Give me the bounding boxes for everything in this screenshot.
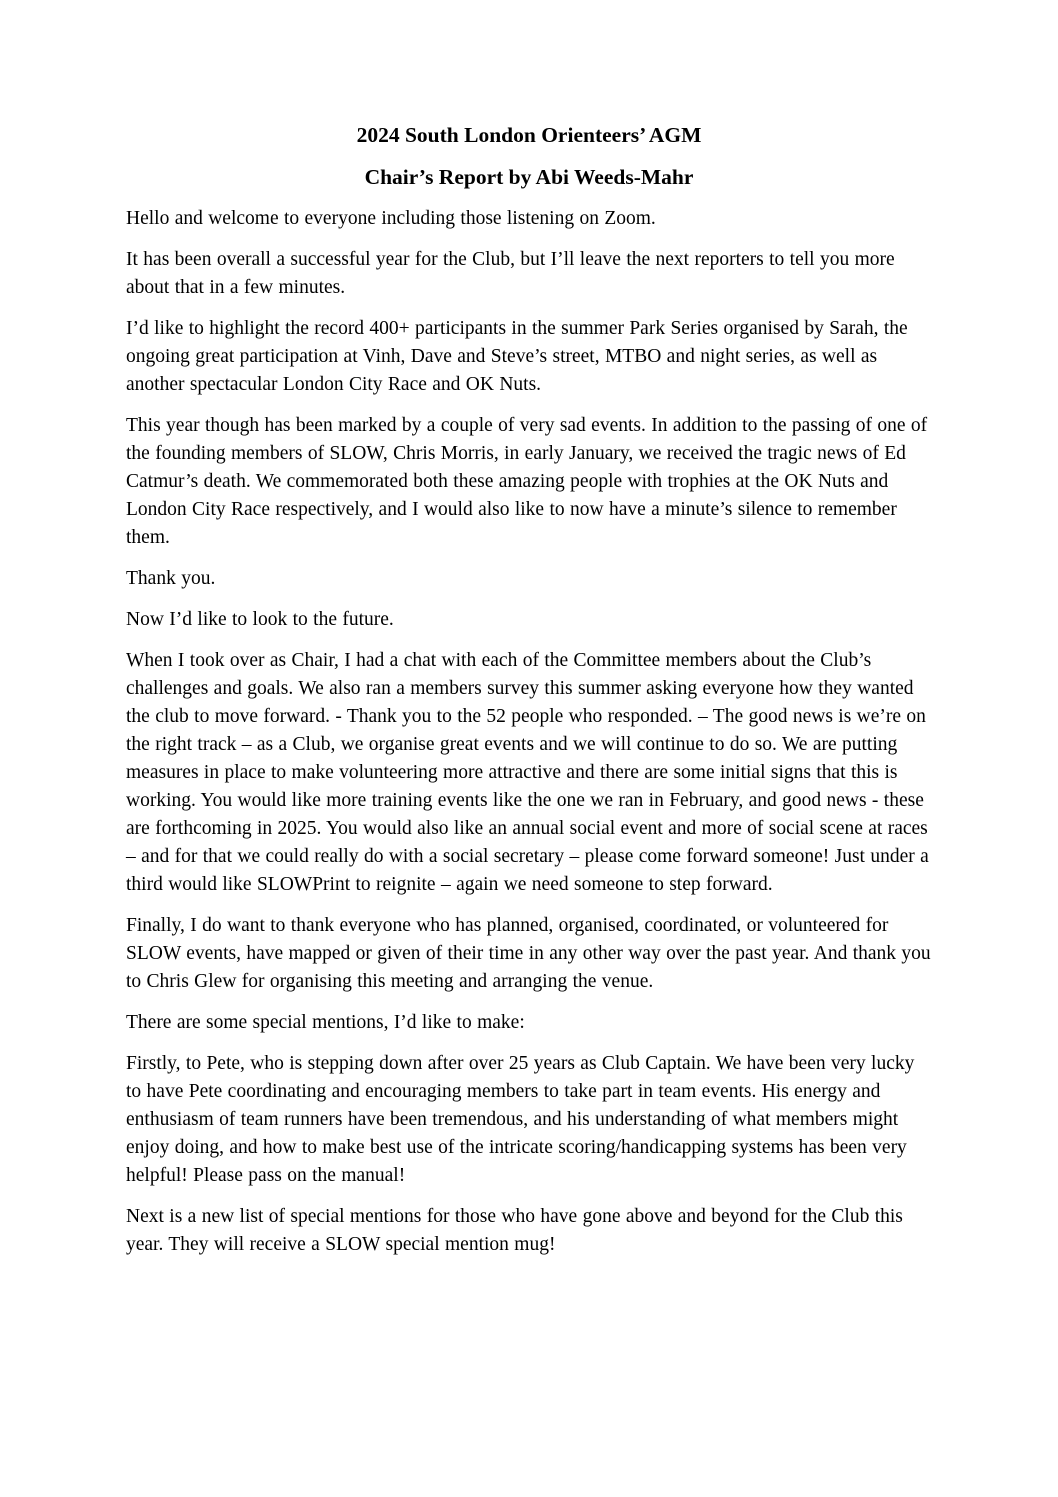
paragraph: Finally, I do want to thank everyone who has planned, organised, coordinated, or volunteered for SLOW events, have mapped or given of their time in any other way over the past year. And thank you to Chris Glew for organising this meeting and arranging the venue. bbox=[126, 915, 931, 992]
paragraph: I’d like to highlight the record 400+ participants in the summer Park Series organised by Sarah, the ongoing great participation at Vinh, Dave and Steve’s street, MTBO and night series, as well as another spectacular London City Race and OK Nuts. bbox=[126, 318, 908, 395]
paragraph: This year though has been marked by a couple of very sad events. In addition to the passing of one of the founding members of SLOW, Chris Morris, in early January, we received the tragic news of Ed Catmur’s death. We commemorated both these amazing people with trophies at the OK Nuts and London City Race respectively, and I would also like to now have a minute’s silence to remember them. bbox=[126, 415, 928, 548]
paragraph: Thank you. bbox=[126, 568, 216, 589]
paragraph: Now I’d like to look to the future. bbox=[126, 609, 394, 630]
paragraph: Hello and welcome to everyone including those listening on Zoom. bbox=[126, 208, 656, 229]
document-body bbox=[126, 205, 932, 1259]
paragraph: When I took over as Chair, I had a chat with each of the Committee members about the Club’s challenges and goals. We also ran a members survey this summer asking everyone how they wanted the club to move forward. - Thank you to the 52 people who responded. – The good news is we’re on the right track – as a Club, we organise great events and we will continue to do so. We are putting measures in place to make volunteering more attractive and there are some initial signs that this is working. You would like more training events like the one we ran in February, and good news - these are forthcoming in 2025. You would also like an annual social event and more of social scene at races – and for that we could really do with a social secretary – please come forward someone! Just under a third would like SLOWPrint to reignite – again we need someone to step forward. bbox=[126, 650, 929, 895]
document-subtitle: Chair’s Report by Abi Weeds-Mahr bbox=[364, 165, 694, 189]
paragraph: There are some special mentions, I’d like to make: bbox=[126, 1012, 525, 1033]
paragraph: Firstly, to Pete, who is stepping down after over 25 years as Club Captain. We have been very lucky to have Pete coordinating and encouraging members to take part in team events. His energy and enthusiasm of team runners have been tremendous, and his understanding of what members might enjoy doing, and how to make best use of the intricate scoring/handicapping systems has been very helpful! Please pass on the manual! bbox=[126, 1053, 915, 1186]
paragraph: Next is a new list of special mentions for those who have gone above and beyond for the Club this year. They will receive a SLOW special mention mug! bbox=[126, 1206, 903, 1255]
document-title: 2024 South London Orienteers’ AGM bbox=[356, 123, 702, 147]
paragraph: It has been overall a successful year for the Club, but I’ll leave the next reporters to tell you more about that in a few minutes. bbox=[126, 249, 895, 298]
